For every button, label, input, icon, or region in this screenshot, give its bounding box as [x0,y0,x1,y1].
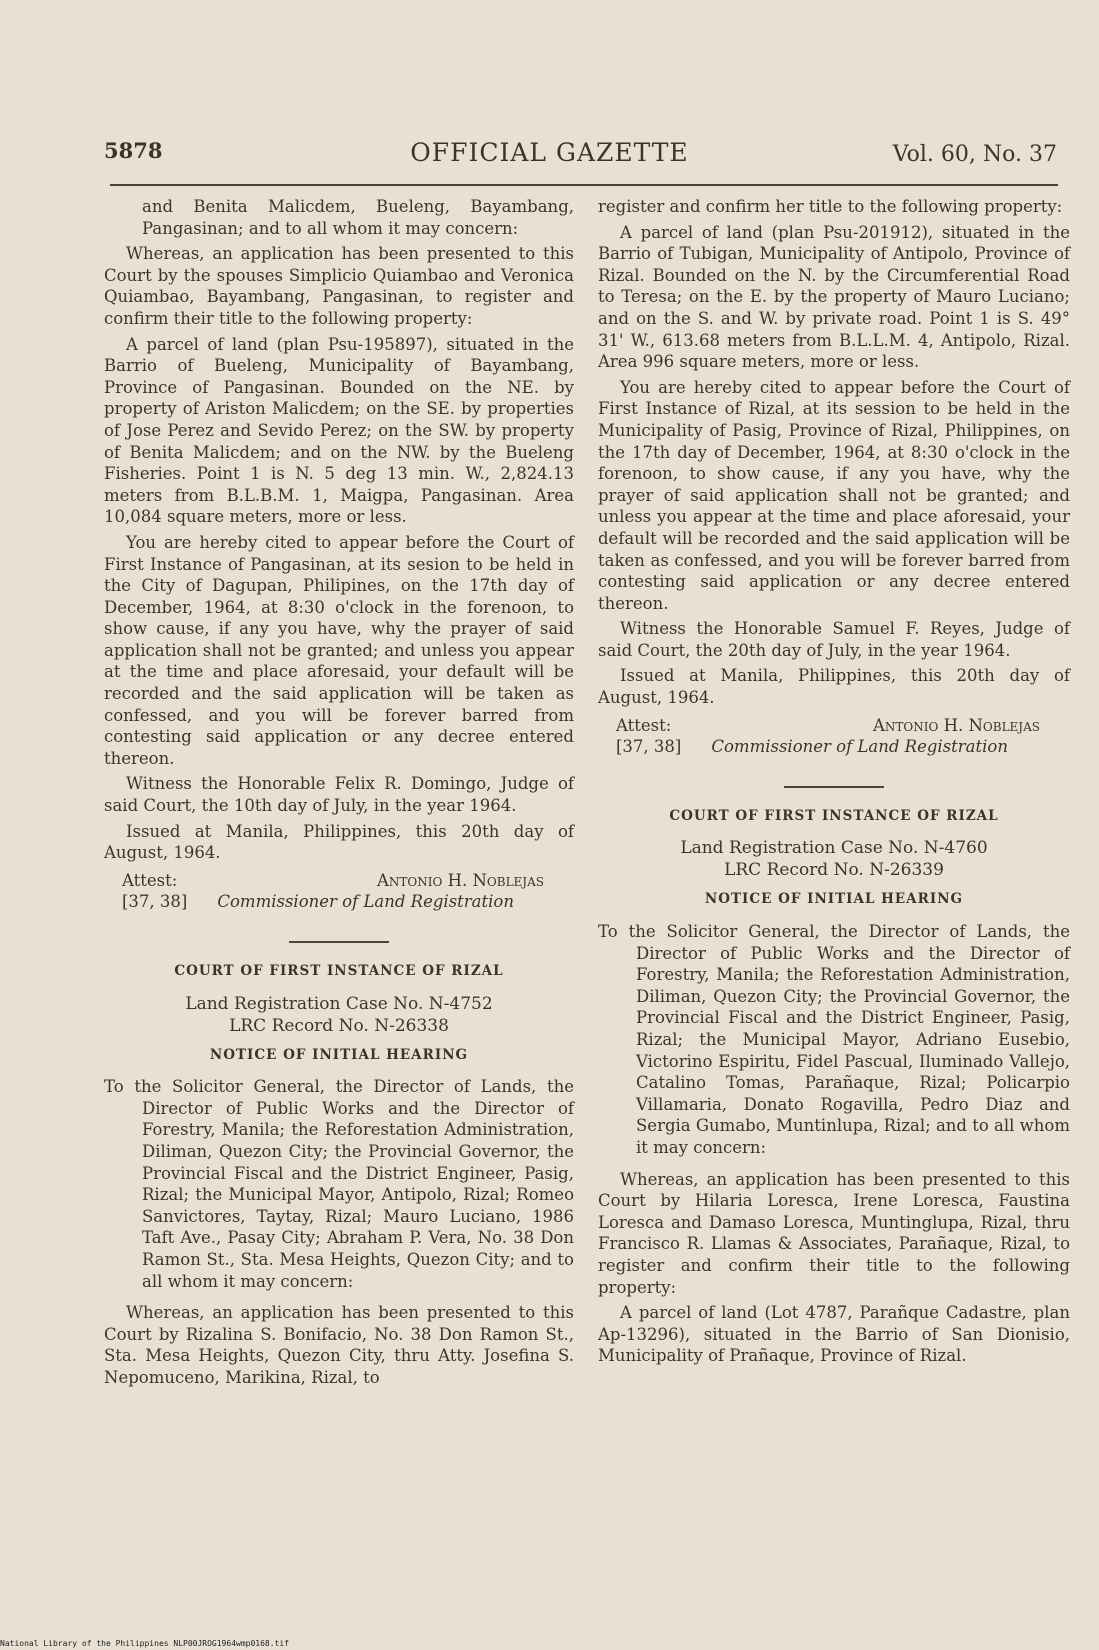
page-number: 5878 [104,138,163,163]
attest-title: Commissioner of Land Registration [711,737,1008,757]
attest-name: Antonio H. Noblejas [873,715,1040,735]
left-paragraph: You are hereby cited to appear before the Court of First Instance of Pangasinan, at its sesion to be held in the City of Dagupan, Philipines, on the 17th day of December, 1964, at 8:30 o'clock in the forenoon, to show cause, if any you have, why the prayer of said application shall not be granted; and unless you appear at the time and place aforesaid, your default will be recorded and the said application will be taken as confessed, and you will be forever barred from contesting said application or any decree entered thereon. [104,532,574,768]
left-paragraph: Whereas, an application has been presented to this Court by the spouses Simplicio Quiambao and Veronica Quiambao, Bayambang, Pangasinan, to register and confirm their title to the following property: [104,244,574,328]
attest-ref: [37, 38] [122,892,188,912]
right-paragraph: register and confirm her title to the following property: [598,197,1063,216]
court-heading: COURT OF FIRST INSTANCE OF RIZAL [669,807,999,824]
left-paragraph: Whereas, an application has been presented to this Court by Rizalina S. Bonifacio, No. 38 Don Ramon St., Sta. Mesa Heights, Quezon City, thru Atty. Josefina S. Nepomuceno, Marikina, Rizal, to [104,1303,574,1387]
addressees-paragraph: To the Solicitor General, the Director of Lands, the Director of Public Works and the Director of Forestry, Manila; the Reforestation Administration, Diliman, Quezon City; the Provincial Governor, the Provincial Fiscal and the District Engineer, Pasig, Rizal; the Municipal Mayor, Adriano Eusebio, Victorino Espiritu, Fidel Pascual, Iluminado Vallejo, Catalino Tomas, Parañaque, Rizal; Policarpio Villamaria, Donato Rogavilla, Pedro Diaz and Sergia Gumabo, Muntinlupa, Rizal; and to all whom it may concern: [598,922,1070,1157]
attest-line [122,870,574,892]
lrc-record-number: LRC Record No. N-26339 [724,860,944,881]
header-rule [110,184,1058,186]
notice-heading: NOTICE OF INITIAL HEARING [704,891,964,908]
left-paragraph: Issued at Manila, Philippines, this 20th day of August, 1964. [104,821,574,863]
section-divider [784,786,884,788]
addressees-paragraph: To the Solicitor General, the Director of Lands, the Director of Public Works and the Director of Forestry, Manila; the Reforestation Administration, Diliman, Quezon City; the Provincial Governor, the Provincial Fiscal and the District Engineer, Pasig, Rizal; the Municipal Mayor, Antipolo, Rizal; Romeo Sanvictores, Taytay, Rizal; Mauro Luciano, 1986 Taft Ave., Pasay City; Abraham P. Vera, No. 38 Don Ramon St., Sta. Mesa Heights, Quezon City; and to all whom it may concern: [104,1077,574,1291]
left-paragraph: and Benita Malicdem, Bueleng, Bayambang, Pangasinan; and to all whom it may concern: [142,197,574,238]
attest-label: Attest: [616,715,672,735]
right-paragraph: Whereas, an application has been presented to this Court by Hilaria Loresca, Irene Loresca, Faustina Loresca and Damaso Loresca, Muntinglupa, Rizal, thru Francisco R. Llamas & Associates, Parañaque, Rizal, to register and confirm their title to the following property: [598,1169,1070,1297]
attest-title: Commissioner of Land Registration [217,892,514,912]
attest-signature [122,891,574,913]
right-paragraph: Issued at Manila, Philippines, this 20th day of August, 1964. [598,666,1070,708]
attest-signature [616,736,1070,758]
page-header [0,138,1099,178]
notice-heading: NOTICE OF INITIAL HEARING [209,1046,469,1063]
left-paragraph: Witness the Honorable Felix R. Domingo, Judge of said Court, the 10th day of July, in the year 1964. [104,774,574,816]
case-number: Land Registration Case No. N-4760 [680,838,988,859]
section-divider [289,941,389,943]
scan-footer: National Library of the Philippines NLP00JROG1964wmp0168.tif [0,1639,289,1648]
attest-ref: [37, 38] [616,737,682,757]
publication-title: OFFICIAL GAZETTE [410,138,689,167]
left-paragraph: A parcel of land (plan Psu-195897), situated in the Barrio of Bueleng, Municipality of Bayambang, Province of Pangasinan. Bounded on the NE. by property of Ariston Malicdem; on the SE. by properties of Jose Perez and Sevido Perez; on the SW. by property of Benita Malicdem; and on the NW. by the Bueleng Fisheries. Point 1 is N. 5 deg 13 min. W., 2,824.13 meters from B.L.B.M. 1, Maigpa, Pangasinan. Area 10,084 square meters, more or less. [104,334,574,527]
lrc-record-number: LRC Record No. N-26338 [229,1015,449,1036]
volume-label: Vol. 60, No. 37 [892,142,1057,167]
right-paragraph: A parcel of land (plan Psu-201912), situated in the Barrio of Tubigan, Municipality of Antipolo, Province of Rizal. Bounded on the N. by the Circumferential Road to Teresa; on the E. by the property of Mauro Luciano; and on the S. and W. by private road. Point 1 is S. 49° 31' W., 613.68 meters from B.L.L.M. 4, Antipolo, Rizal. Area 996 square meters, more or less. [598,222,1070,372]
right-paragraph: You are hereby cited to appear before the Court of First Instance of Rizal, at its session to be held in the Municipality of Pasig, Province of Rizal, Philippines, on the 17th day of December, 1964, at 8:30 o'clock in the forenoon, to show cause, if any you have, why the prayer of said application shall not be granted; and unless you appear at the time and place aforesaid, your default will be recorded and the said application will be taken as confessed, and you will be forever barred from contesting said application or any decree entered thereon. [598,377,1070,613]
attest-line [616,715,1070,737]
left-column [104,196,574,1393]
right-column [598,196,1070,1371]
court-heading: COURT OF FIRST INSTANCE OF RIZAL [174,963,504,979]
right-paragraph: Witness the Honorable Samuel F. Reyes, Judge of said Court, the 20th day of July, in the year 1964. [598,619,1070,660]
case-number: Land Registration Case No. N-4752 [185,993,493,1014]
attest-name: Antonio H. Noblejas [377,870,544,890]
right-paragraph: A parcel of land (Lot 4787, Parañque Cadastre, plan Ap-13296), situated in the Barrio of San Dionisio, Municipality of Prañaque, Province of Rizal. [598,1303,1070,1366]
attest-label: Attest: [122,870,178,890]
